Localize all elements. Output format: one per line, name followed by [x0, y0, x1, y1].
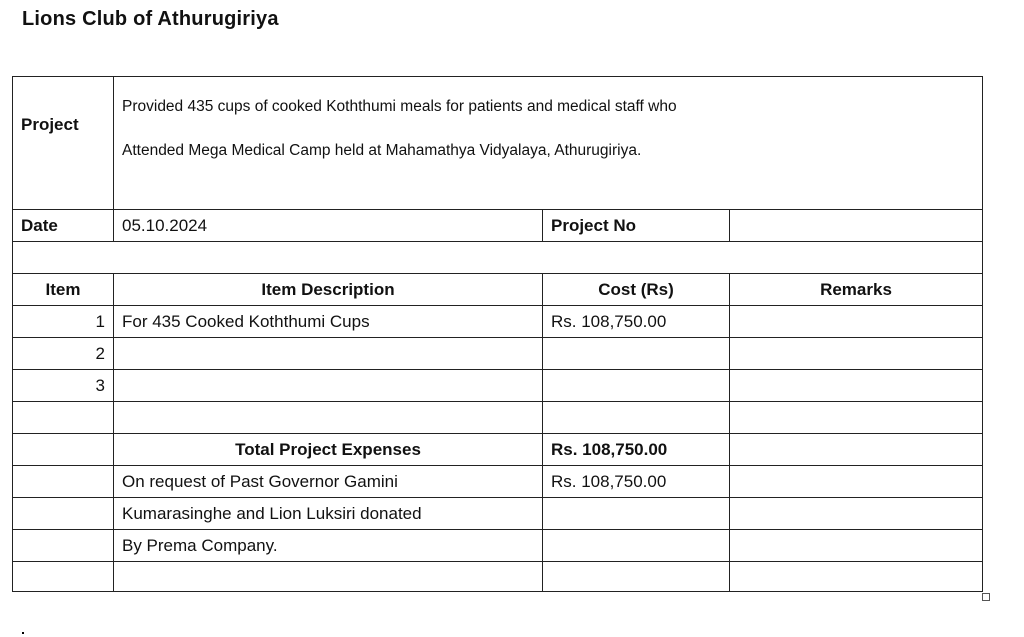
- project-no-value: [730, 210, 983, 242]
- empty-row: [13, 562, 983, 592]
- donation-row-1: [13, 466, 983, 498]
- header-row: [13, 274, 983, 306]
- project-no-label: Project No: [543, 210, 730, 242]
- table-row: [13, 306, 983, 338]
- donation-note-line-1: On request of Past Governor Gamini: [114, 466, 543, 498]
- date-label: Date: [13, 210, 114, 242]
- table-resize-handle[interactable]: [982, 593, 990, 601]
- total-value: Rs. 108,750.00: [543, 434, 730, 466]
- project-label: Project: [13, 77, 114, 210]
- project-row: [13, 77, 983, 210]
- item-description: [114, 370, 543, 402]
- spacer-row: [13, 242, 983, 274]
- donation-row-3: [13, 530, 983, 562]
- cursor-mark: [22, 632, 24, 634]
- date-row: [13, 210, 983, 242]
- header-description: Item Description: [114, 274, 543, 306]
- table-row: [13, 338, 983, 370]
- project-description: [114, 77, 983, 210]
- total-row: [13, 434, 983, 466]
- item-number: 1: [13, 306, 114, 338]
- project-report-table: [12, 76, 983, 592]
- item-number: 2: [13, 338, 114, 370]
- project-description-line-2: Attended Mega Medical Camp held at Mahamathya Vidyalaya, Athurugiriya.: [122, 142, 642, 159]
- donation-note-line-3: By Prema Company.: [114, 530, 543, 562]
- item-cost: Rs. 108,750.00: [543, 306, 730, 338]
- item-remarks: [730, 338, 983, 370]
- item-remarks: [730, 370, 983, 402]
- project-description-line-1: Provided 435 cups of cooked Koththumi meals for patients and medical staff who: [122, 98, 677, 115]
- item-cost: [543, 370, 730, 402]
- header-cost: Cost (Rs): [543, 274, 730, 306]
- document-title: Lions Club of Athurugiriya: [22, 8, 279, 30]
- item-number: 3: [13, 370, 114, 402]
- header-remarks: Remarks: [730, 274, 983, 306]
- item-remarks: [730, 306, 983, 338]
- spacer-cell: [13, 242, 983, 274]
- item-description: For 435 Cooked Koththumi Cups: [114, 306, 543, 338]
- date-value: 05.10.2024: [114, 210, 543, 242]
- donation-row-2: [13, 498, 983, 530]
- header-item: Item: [13, 274, 114, 306]
- item-description: [114, 338, 543, 370]
- empty-row: [13, 402, 983, 434]
- total-label: Total Project Expenses: [114, 434, 543, 466]
- donation-amount: Rs. 108,750.00: [543, 466, 730, 498]
- donation-note-line-2: Kumarasinghe and Lion Luksiri donated: [114, 498, 543, 530]
- item-cost: [543, 338, 730, 370]
- table-row: [13, 370, 983, 402]
